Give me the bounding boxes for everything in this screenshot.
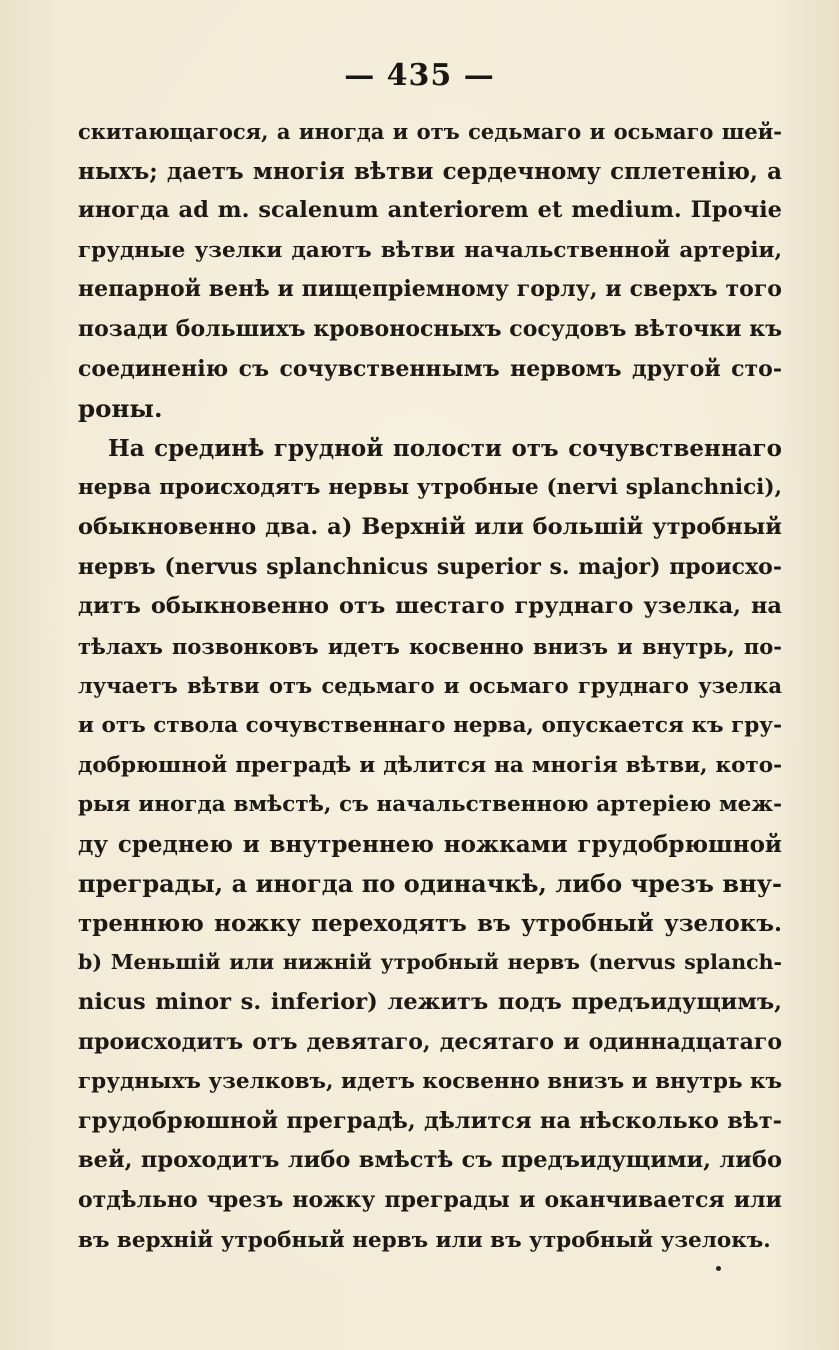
text-line: скитающагося, а иногда и отъ седьмаго и осьмаго шей- [78,119,782,144]
text-line: треннюю ножку переходятъ въ утробный узелокъ. [78,909,782,937]
text-line: обыкновенно два. a) Верхній или большій утробный [78,513,782,540]
text-line: ныхъ; даетъ многія вѣтви сердечному сплетенію, а [78,157,782,185]
text-line: преграды, а иногда по одиначкѣ, либо чрезъ вну- [78,869,782,899]
text-line: лучаетъ вѣтви отъ седьмаго и осьмаго груднаго узелка [78,673,782,699]
text-line: отдѣльно чрезъ ножку преграды и оканчивается или [78,1187,782,1214]
text-line: нерва происходятъ нервы утробные (nervi splanchnici), [78,475,782,501]
text-line: соединенію съ сочувственнымъ нервомъ другой сто- [78,355,782,382]
text-line: вей, проходитъ либо вмѣстѣ съ предъидущими, либо [78,1147,782,1174]
text-line: дитъ обыкновенно отъ шестаго груднаго узелка, на [78,593,782,620]
text-line: и отъ ствола сочувственнаго нерва, опускается къ гру- [78,712,782,738]
text-line: грудные узелки даютъ вѣтви начальственной артеріи, [78,237,782,263]
text-line: непарной венѣ и пищепріемному горлу, и сверхъ того [78,276,782,303]
page-number: — 435 — [344,58,495,93]
text-line: добрюшной преградѣ и дѣлится на многія вѣтви, кото- [78,752,782,778]
text-line: тѣлахъ позвонковъ идетъ косвенно внизъ и внутрь, по- [78,633,782,659]
text-line: ду среднею и внутреннею ножками грудобрюшной [78,830,782,858]
text-line: b) Меньшій или нижній утробный нервъ (nervus splanch- [78,950,782,975]
text-line: На срединѣ грудной полости отъ сочувственнаго [108,434,782,462]
text-line: рыя иногда вмѣстѣ, съ начальственною артеріею меж- [78,792,782,818]
text-line: роны. [78,394,163,424]
text-line: грудобрюшной преградѣ, дѣлится на нѣсколько вѣт- [78,1107,782,1134]
text-line: грудныхъ узелковъ, идетъ косвенно внизъ и внутрь къ [78,1069,782,1095]
ink-mark [716,1266,721,1271]
text-line: иногда ad m. scalenum anteriorem et medium. Прочіе [78,197,782,224]
text-line: nicus minor s. inferior) лежитъ подъ предъидущимъ, [78,989,782,1016]
body-text [78,112,782,1260]
text-line: въ верхній утробный нервъ или въ утробный узелокъ. [78,1227,771,1253]
text-line: позади большихъ кровоносныхъ сосудовъ вѣточки къ [78,315,782,342]
text-line: нервъ (nervus splanchnicus superior s. major) происхо- [78,553,782,580]
text-line: происходитъ отъ девятаго, десятаго и одиннадцатаго [78,1028,782,1055]
